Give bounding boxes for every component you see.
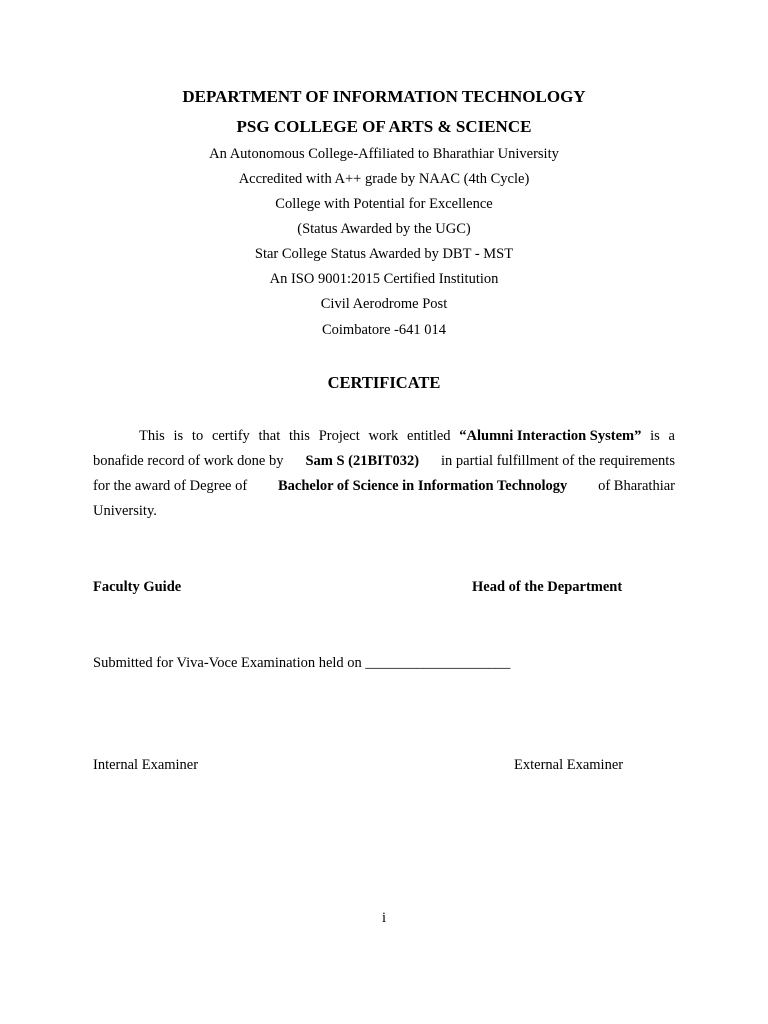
department-heading: DEPARTMENT OF INFORMATION TECHNOLOGY [182,87,586,106]
faculty-guide-label: Faculty Guide [93,579,182,595]
word: is [173,428,184,444]
hod-label: Head of the Department [472,579,623,595]
iso-line: An ISO 9001:2015 Certified Institution [269,271,499,287]
ugc-status-line: (Status Awarded by the UGC) [297,221,471,237]
affiliation-line: An Autonomous College-Affiliated to Bharathiar University [209,146,559,162]
word: This [139,428,165,444]
paragraph-line-2 [93,449,675,474]
text-segment: of Bharathiar [598,478,675,494]
word: to [191,428,204,444]
city-line: Coimbatore -641 014 [321,322,447,338]
address-line: Civil Aerodrome Post [320,296,448,312]
word: is [650,428,660,444]
word: certify [211,428,250,444]
word: entitled [407,428,451,444]
degree-name: Bachelor of Science in Information Technology [277,478,568,494]
star-college-line: Star College Status Awarded by DBT - MST [254,246,514,262]
college-name: PSG COLLEGE OF ARTS & SCIENCE [236,117,532,136]
word: Project [318,428,360,444]
text-segment: for the award of Degree of [93,478,248,494]
viva-voce-line: Submitted for Viva-Voce Examination held on ____________________ [93,655,511,671]
word: a [668,428,675,444]
internal-examiner-label: Internal Examiner [93,757,199,773]
potential-line: College with Potential for Excellence [275,196,493,212]
word: that [258,428,281,444]
certificate-title: CERTIFICATE [327,373,441,392]
accreditation-line: Accredited with A++ grade by NAAC (4th Cycle) [238,171,530,187]
page-number: i [381,910,387,926]
paragraph-line-3 [93,474,675,499]
word: work [368,428,399,444]
project-title: “Alumni Interaction System” [459,428,642,444]
external-examiner-label: External Examiner [514,757,624,773]
text-segment: bonafide record of work done by [93,453,284,469]
paragraph-line-1 [93,424,675,449]
word: this [289,428,310,444]
text-segment: in partial fulfillment of the requirements [441,453,675,469]
student-name: Sam S (21BIT032) [305,453,420,469]
certificate-paragraph [93,424,675,524]
paragraph-line-4: University. [93,503,157,519]
